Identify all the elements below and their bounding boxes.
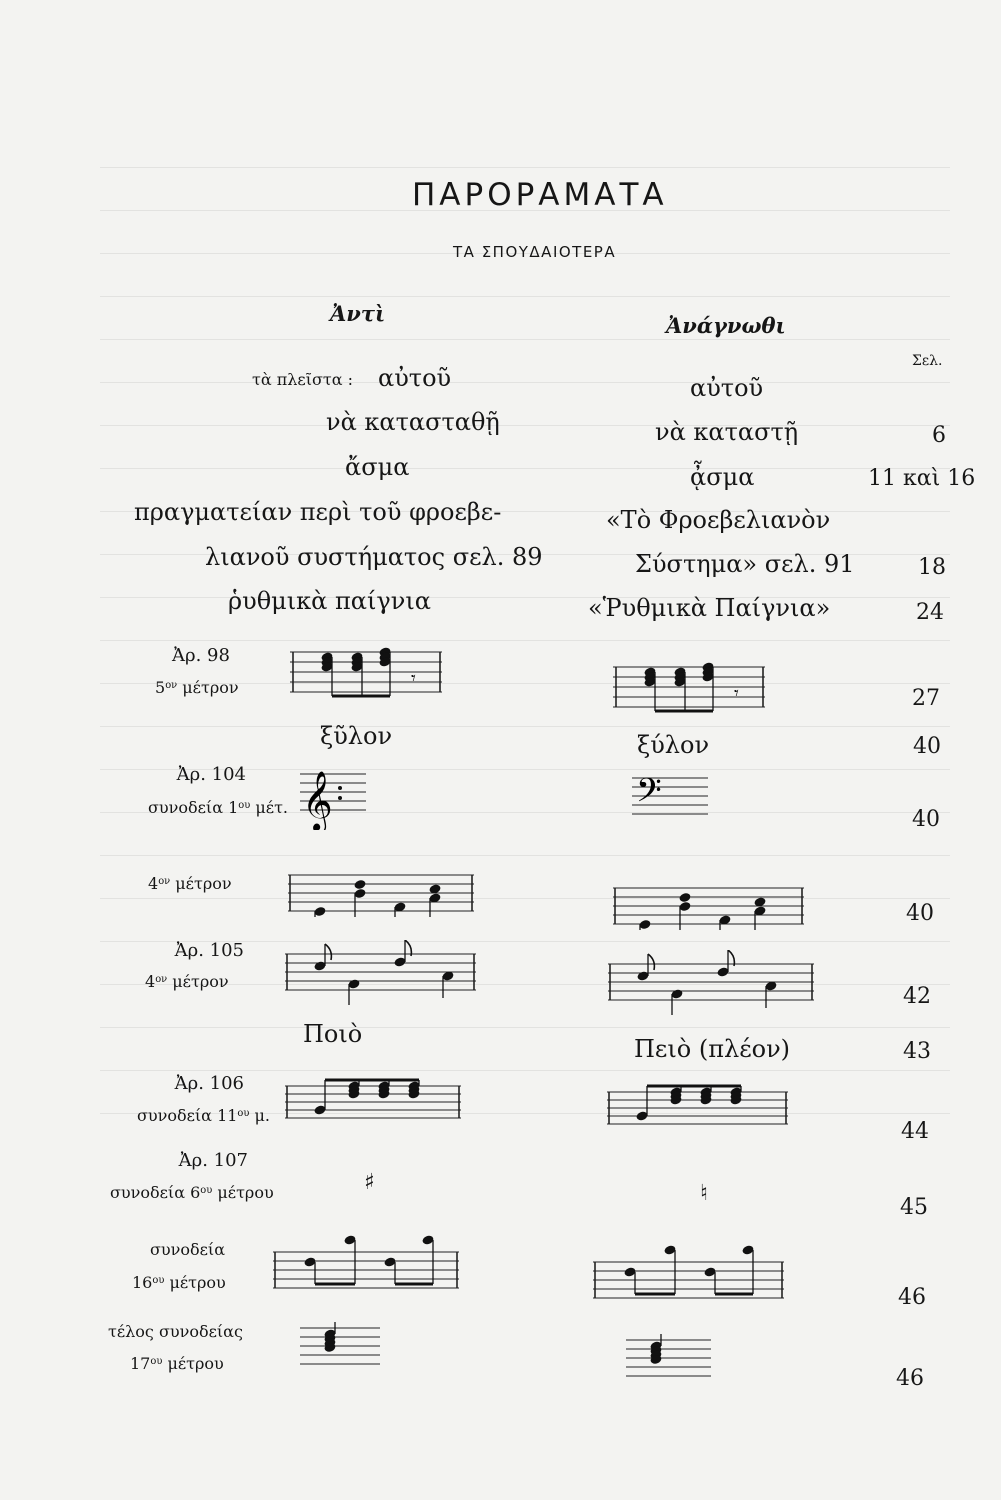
- column-header-page: Σελ.: [912, 353, 943, 369]
- row7-right: ξύλον: [637, 731, 710, 759]
- row12-label-line2: συνοδεία $11^{o\upsilon}$ μ.: [136, 1106, 270, 1125]
- row10-page: 42: [903, 984, 931, 1009]
- row12-wrong-staff: [282, 1072, 467, 1134]
- row6-right-staff: [608, 655, 773, 725]
- note-flag: [325, 944, 331, 960]
- row11-right: Πειὸ (πλέον): [634, 1035, 791, 1063]
- page-subtitle: ΤΑ ΣΠΟΥΔΑΙΟΤΕΡΑ: [453, 243, 617, 261]
- treble-clef-icon: 𝄞: [302, 771, 333, 830]
- row6-page: 27: [912, 686, 940, 711]
- row9-right-staff: [610, 858, 810, 933]
- row15-right-staff: [626, 1330, 711, 1390]
- row8-page: 40: [912, 807, 940, 832]
- row4-wrong-line2: λιανοῦ συστήματος σελ. 89: [205, 543, 543, 571]
- row4-right-line1: «Τὸ Φροεβελιανὸν: [606, 506, 831, 534]
- row4-right-line2: Σύστημα» σελ. 91: [635, 550, 855, 578]
- row3-wrong: ἄσμα: [345, 453, 410, 481]
- note-flag: [648, 954, 654, 970]
- row8-right-clef-staff: [632, 770, 712, 830]
- row14-label-line2: $16^{o\upsilon}$ μέτρου: [132, 1273, 226, 1292]
- row4-wrong-line1: πραγματείαν περὶ τοῦ φροεβε-: [134, 498, 502, 526]
- row15-label-line2: $17^{o\upsilon}$ μέτρου: [130, 1354, 224, 1373]
- eighth-rest: 𝄾: [411, 668, 416, 689]
- note-head: [353, 879, 366, 890]
- row13-sharp-symbol: ♯: [364, 1170, 375, 1195]
- row7-page: 40: [913, 734, 941, 759]
- row15-label-line1: τέλος συνοδείας: [108, 1322, 243, 1341]
- row4-page: 18: [918, 555, 946, 580]
- row9-label: $4^{o\nu}$ μέτρον: [148, 874, 232, 893]
- row13-label-line2: συνοδεία $6^{o\upsilon}$ μέτρου: [110, 1183, 274, 1202]
- row14-label-line1: συνοδεία: [150, 1240, 226, 1259]
- row11-wrong: Ποιὸ: [303, 1020, 363, 1048]
- row10-wrong-staff: [282, 940, 482, 1005]
- row3-page: 11 καὶ 16: [868, 466, 976, 491]
- row5-page: 24: [916, 600, 944, 625]
- row13-label-line1: Ἀρ. 107: [178, 1150, 248, 1171]
- note-head: [678, 892, 691, 903]
- row14-page: 46: [898, 1285, 926, 1310]
- row2-right: νὰ καταστῇ: [655, 418, 799, 446]
- row6-wrong-staff: [285, 640, 450, 710]
- row12-label-line1: Ἀρ. 106: [174, 1073, 244, 1094]
- row1-prefix: τὰ πλεῖστα :: [252, 370, 354, 389]
- page-title: ΠΑΡΟΡΑΜΑΤΑ: [412, 177, 668, 213]
- row14-right-staff: [590, 1238, 790, 1308]
- row6-label-line1: Ἀρ. 98: [172, 645, 230, 666]
- row13-page: 45: [900, 1195, 928, 1220]
- row10-right-staff: [605, 950, 820, 1015]
- row3-right: ᾆσμα: [690, 463, 755, 491]
- row8-wrong-clef-staff: [300, 760, 370, 830]
- row2-page: 6: [932, 423, 946, 448]
- row9-page: 40: [906, 901, 934, 926]
- row9-wrong-staff: [285, 845, 480, 920]
- row8-label-line2: συνοδεία $1^{o\upsilon}$ μέτ.: [148, 798, 288, 817]
- row13-natural-symbol: ♮: [700, 1181, 708, 1206]
- row15-page: 46: [896, 1366, 924, 1391]
- row1-wrong: αὐτοῦ: [378, 364, 452, 392]
- row2-wrong: νὰ κατασταθῇ: [326, 408, 500, 436]
- eighth-rest: 𝄾: [734, 683, 739, 704]
- row15-wrong-staff: [300, 1318, 380, 1378]
- row5-right: «Ῥυθμικὰ Παίγνια»: [588, 594, 831, 622]
- column-header-read: Ἀνάγνωθι: [666, 313, 786, 338]
- row11-page: 43: [903, 1039, 931, 1064]
- row14-wrong-staff: [270, 1228, 465, 1298]
- row10-label-line1: Ἀρ. 105: [174, 940, 244, 961]
- row5-wrong: ῥυθμικὰ παίγνια: [228, 587, 431, 615]
- bass-clef-icon: 𝄢: [636, 772, 662, 818]
- row6-label-line2: $5^{o\nu}$ μέτρον: [155, 678, 239, 697]
- row12-page: 44: [901, 1119, 929, 1144]
- row10-label-line2: $4^{o\nu}$ μέτρον: [145, 972, 229, 991]
- row7-wrong: ξῦλον: [320, 722, 393, 750]
- column-header-instead: Ἀντὶ: [330, 301, 386, 326]
- repeat-dot: [338, 796, 342, 800]
- row12-right-staff: [604, 1078, 794, 1140]
- row8-label-line1: Ἀρ. 104: [176, 764, 246, 785]
- row1-right: αὐτοῦ: [690, 374, 764, 402]
- repeat-dot: [338, 786, 342, 790]
